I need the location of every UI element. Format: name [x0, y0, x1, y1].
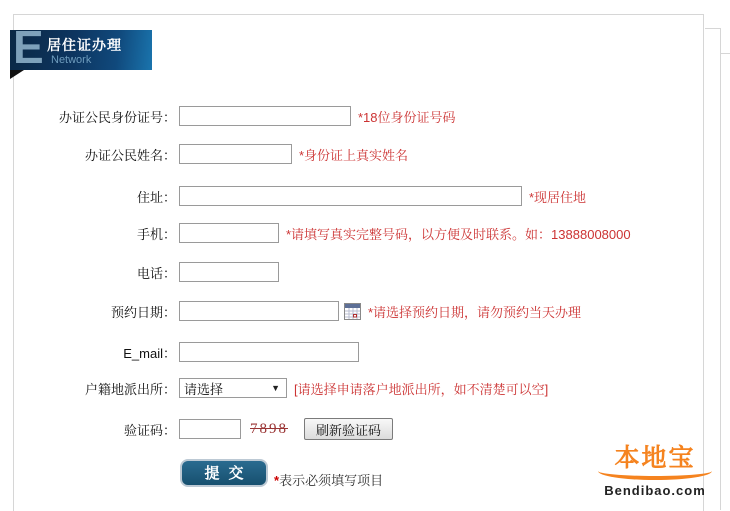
submit-button[interactable]: 提交 — [180, 459, 268, 487]
bendibao-logo-domain: Bendibao.com — [604, 483, 706, 498]
captcha-label: 验证码： — [123, 422, 176, 438]
form-row-police-station — [13, 376, 548, 400]
mobile-label: 手机： — [136, 226, 176, 242]
id-number-input[interactable] — [179, 106, 351, 126]
required-note — [274, 470, 383, 489]
mobile-hint: *请填写真实完整号码，以方便及时联系。如：13888008000 — [286, 226, 631, 242]
police-station-select-value: 请选择 — [184, 381, 224, 397]
frame-right-line — [720, 28, 721, 510]
frame-right-tick — [720, 53, 730, 54]
page-title: 居住证办理 — [47, 37, 122, 53]
bendibao-logo-cn: 本地宝 — [614, 444, 696, 472]
email-label: E_mail： — [123, 345, 176, 361]
form-row-address — [13, 184, 586, 208]
mobile-input[interactable] — [179, 223, 279, 243]
name-hint: *身份证上真实姓名 — [299, 147, 409, 163]
phone-input[interactable] — [179, 262, 279, 282]
required-note-text: 表示必须填写项目 — [279, 473, 384, 488]
dropdown-arrow-icon: ▼ — [271, 383, 280, 393]
name-label: 办证公民姓名： — [84, 147, 176, 163]
form-row-phone — [13, 260, 279, 284]
form-row-captcha — [13, 417, 393, 441]
appointment-date-label: 预约日期： — [110, 304, 176, 320]
refresh-captcha-button[interactable]: 刷新验证码 — [304, 418, 393, 440]
form-row-name — [13, 142, 408, 166]
id-number-label: 办证公民身份证号： — [58, 109, 176, 125]
captcha-input[interactable] — [179, 419, 241, 439]
address-input[interactable] — [179, 186, 522, 206]
form-row-email — [13, 340, 359, 364]
address-hint: *现居住地 — [529, 189, 587, 205]
captcha-code: 7898 — [250, 420, 288, 437]
appointment-date-input[interactable] — [179, 301, 339, 321]
required-star: * — [274, 473, 280, 488]
banner-fold-triangle — [10, 70, 24, 79]
bendibao-logo — [596, 445, 714, 498]
name-input[interactable] — [179, 144, 292, 164]
frame-connector-line — [705, 28, 720, 29]
police-station-select[interactable] — [179, 378, 287, 398]
appointment-date-hint: *请选择预约日期，请勿预约当天办理 — [368, 304, 582, 320]
form-row-id-number — [13, 104, 456, 128]
id-number-hint: *18位身份证号码 — [358, 109, 456, 125]
form-row-mobile — [13, 221, 631, 245]
page-subtitle: Network — [51, 54, 92, 66]
page-header-banner — [10, 30, 152, 70]
calendar-icon[interactable] — [344, 303, 361, 320]
banner-e-glyph: E — [13, 30, 44, 70]
form-row-appointment-date — [13, 299, 581, 323]
police-station-label: 户籍地派出所： — [84, 381, 176, 397]
phone-label: 电话： — [136, 265, 176, 281]
address-label: 住址： — [136, 189, 176, 205]
email-input[interactable] — [179, 342, 359, 362]
police-station-hint: [请选择申请落户地派出所，如不清楚可以空] — [294, 381, 549, 397]
